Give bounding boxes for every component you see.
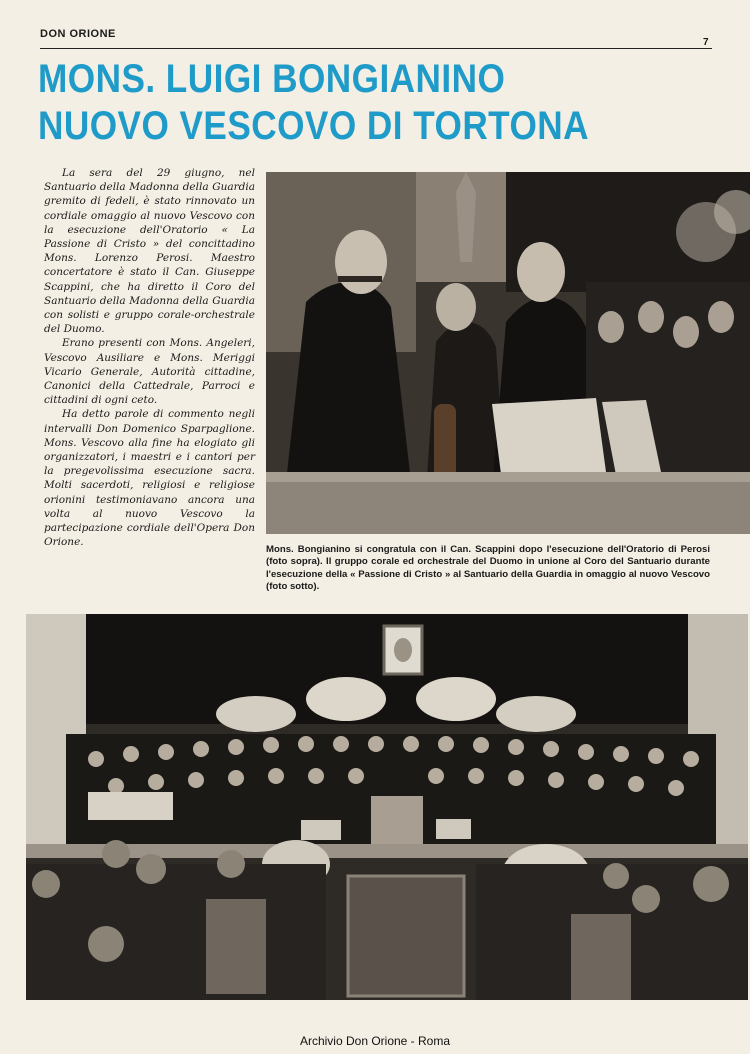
- photo-caption: Mons. Bongianino si congratula con il Can. Scappini dopo l'esecuzione dell'Oratorio di Perosi (foto sopra). Il gruppo corale ed orchestrale del Duomo in unione al Coro del Santuario durante l'esecuzione della « Passione di Cristo » al Santuario della Guardia in omaggio al nuovo Vescovo (foto sotto).: [266, 544, 710, 593]
- photo-handshake-image: [266, 172, 750, 534]
- archive-credit: Archivio Don Orione - Roma: [299, 1034, 451, 1048]
- article-paragraph: La sera del 29 giugno, nel Santuario della Madonna della Guardia gremito di fedeli, è stato rinnovato un cordiale omaggio al nuovo Vescovo con la esecuzione dell'Oratorio « La Passione di Cristo » del concittadino Mons. Lorenzo Perosi. Maestro concertatore è stato il Can. Giuseppe Scappini, che ha diretto il Coro del Santuario della Madonna della Guardia con solisti e gruppo corale-orchestrale del Duomo.: [44, 167, 255, 336]
- headline-line-1: MONS. LUIGI BONGIANINO: [38, 57, 506, 101]
- photo-choir-concert: [26, 614, 748, 1000]
- photo-handshake: [266, 172, 750, 534]
- headline-line-2: NUOVO VESCOVO DI TORTONA: [38, 104, 590, 148]
- photo-choir-concert-image: [26, 614, 748, 1000]
- article-paragraph: Ha detto parole di commento negli intervalli Don Domenico Sparpaglione. Mons. Vescovo alla fine ha elogiato gli organizzatori, i maestri e i cantori per la pregevolissima esecuzione sacra. Molti sacerdoti, religiosi e religiose orionini testimoniavano ancora una volta al nuovo Vescovo la partecipazione cordiale dell'Opera Don Orione.: [44, 408, 255, 549]
- article-body: [44, 166, 255, 549]
- headline: [38, 56, 636, 150]
- page-number: 7: [703, 37, 709, 48]
- article-paragraph: Erano presenti con Mons. Angeleri, Vescovo Ausiliare e Mons. Meriggi Vicario Generale, Autorità cittadine, Canonici della Cattedrale, Parroci e cittadini di ogni ceto.: [44, 337, 255, 407]
- magazine-name: DON ORIONE: [40, 28, 116, 40]
- header-rule: [40, 48, 712, 49]
